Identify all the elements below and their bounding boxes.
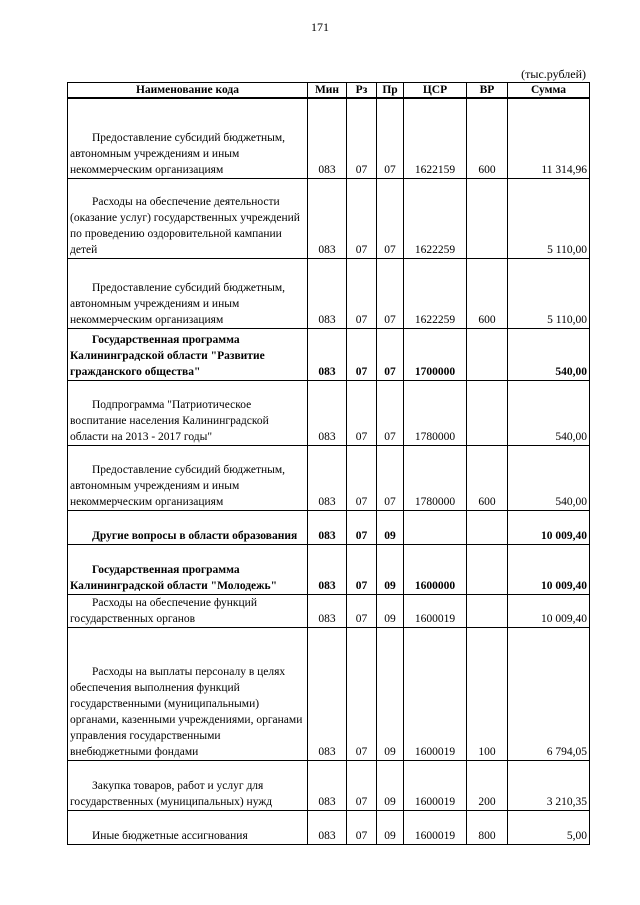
page-number: 171: [311, 20, 329, 34]
cell-vr: 600: [467, 445, 508, 510]
header-vr: ВР: [467, 83, 508, 99]
cell-rz: 07: [347, 810, 377, 844]
table-row: [68, 510, 590, 544]
cell-csr: 1622159: [404, 98, 467, 178]
cell-name: Подпрограмма "Патриотическое воспитание населения Калининградской области на 2013 - 2017 годы": [68, 380, 308, 445]
units-label: (тыс.рублей): [521, 67, 586, 81]
cell-name: Государственная программа Калининградской области "Развитие гражданского общества": [68, 328, 308, 380]
cell-name: Иные бюджетные ассигнования: [68, 810, 308, 844]
header-pr: Пр: [377, 83, 404, 99]
cell-name: Другие вопросы в области образования: [68, 510, 308, 544]
cell-rz: 07: [347, 627, 377, 760]
cell-csr: 1600019: [404, 810, 467, 844]
table-row: [68, 328, 590, 380]
cell-sum: 10 009,40: [508, 544, 590, 594]
cell-vr: [467, 544, 508, 594]
cell-name: Расходы на обеспечение функций государственных органов: [68, 594, 308, 627]
cell-vr: [467, 380, 508, 445]
cell-pr: 07: [377, 380, 404, 445]
header-csr: ЦСР: [404, 83, 467, 99]
cell-rz: 07: [347, 445, 377, 510]
cell-rz: 07: [347, 510, 377, 544]
cell-csr: 1780000: [404, 380, 467, 445]
cell-min: 083: [308, 178, 347, 258]
table-row: [68, 594, 590, 627]
cell-name: Закупка товаров, работ и услуг для государственных (муниципальных) нужд: [68, 760, 308, 810]
table-row: [68, 98, 590, 178]
cell-csr: 1600000: [404, 544, 467, 594]
cell-min: 083: [308, 328, 347, 380]
cell-pr: 07: [377, 445, 404, 510]
cell-sum: 5 110,00: [508, 178, 590, 258]
cell-pr: 09: [377, 544, 404, 594]
cell-pr: 09: [377, 760, 404, 810]
cell-sum: 10 009,40: [508, 510, 590, 544]
table-row: [68, 178, 590, 258]
cell-csr: 1600019: [404, 594, 467, 627]
cell-pr: 07: [377, 258, 404, 328]
cell-vr: [467, 178, 508, 258]
cell-csr: 1622259: [404, 258, 467, 328]
cell-vr: [467, 594, 508, 627]
cell-pr: 09: [377, 510, 404, 544]
cell-min: 083: [308, 627, 347, 760]
table-row: [68, 810, 590, 844]
cell-vr: 600: [467, 98, 508, 178]
table-row: [68, 627, 590, 760]
cell-pr: 07: [377, 178, 404, 258]
cell-csr: 1780000: [404, 445, 467, 510]
cell-vr: [467, 510, 508, 544]
cell-sum: 10 009,40: [508, 594, 590, 627]
cell-min: 083: [308, 544, 347, 594]
cell-min: 083: [308, 98, 347, 178]
cell-sum: 540,00: [508, 380, 590, 445]
cell-csr: 1700000: [404, 328, 467, 380]
cell-sum: 540,00: [508, 445, 590, 510]
cell-sum: 3 210,35: [508, 760, 590, 810]
cell-pr: 09: [377, 810, 404, 844]
cell-min: 083: [308, 760, 347, 810]
cell-sum: 5,00: [508, 810, 590, 844]
cell-rz: 07: [347, 328, 377, 380]
cell-rz: 07: [347, 594, 377, 627]
table-row: [68, 544, 590, 594]
cell-rz: 07: [347, 98, 377, 178]
cell-vr: 600: [467, 258, 508, 328]
table-row: [68, 760, 590, 810]
cell-pr: 07: [377, 328, 404, 380]
cell-csr: [404, 510, 467, 544]
table-header-row: [68, 83, 590, 99]
cell-vr: 100: [467, 627, 508, 760]
cell-sum: 540,00: [508, 328, 590, 380]
cell-min: 083: [308, 510, 347, 544]
table-row: [68, 380, 590, 445]
budget-table: [67, 82, 590, 845]
cell-min: 083: [308, 380, 347, 445]
cell-min: 083: [308, 810, 347, 844]
cell-vr: 800: [467, 810, 508, 844]
header-name: Наименование кода: [68, 83, 308, 99]
header-min: Мин: [308, 83, 347, 99]
table-row: [68, 445, 590, 510]
cell-csr: 1622259: [404, 178, 467, 258]
cell-name: Государственная программа Калининградской области "Молодежь": [68, 544, 308, 594]
cell-sum: 11 314,96: [508, 98, 590, 178]
cell-name: Расходы на выплаты персоналу в целях обеспечения выполнения функций государственными (муниципальными) органами, казенными учреждениями, органами управления государственными внебюджетными фондами: [68, 627, 308, 760]
cell-pr: 07: [377, 98, 404, 178]
table-body: [68, 98, 590, 844]
cell-vr: [467, 328, 508, 380]
cell-name: Предоставление субсидий бюджетным, автономным учреждениям и иным некоммерческим организациям: [68, 445, 308, 510]
cell-rz: 07: [347, 258, 377, 328]
cell-rz: 07: [347, 380, 377, 445]
cell-min: 083: [308, 594, 347, 627]
cell-csr: 1600019: [404, 760, 467, 810]
cell-pr: 09: [377, 594, 404, 627]
cell-csr: 1600019: [404, 627, 467, 760]
cell-sum: 6 794,05: [508, 627, 590, 760]
cell-name: Предоставление субсидий бюджетным, автономным учреждениям и иным некоммерческим организациям: [68, 98, 308, 178]
header-rz: Рз: [347, 83, 377, 99]
cell-name: Предоставление субсидий бюджетным, автономным учреждениям и иным некоммерческим организациям: [68, 258, 308, 328]
cell-rz: 07: [347, 760, 377, 810]
table-row: [68, 258, 590, 328]
cell-sum: 5 110,00: [508, 258, 590, 328]
cell-vr: 200: [467, 760, 508, 810]
cell-rz: 07: [347, 178, 377, 258]
cell-min: 083: [308, 445, 347, 510]
cell-min: 083: [308, 258, 347, 328]
header-sum: Сумма: [508, 83, 590, 99]
cell-pr: 09: [377, 627, 404, 760]
cell-name: Расходы на обеспечение деятельности (оказание услуг) государственных учреждений по проведению оздоровительной кампании детей: [68, 178, 308, 258]
cell-rz: 07: [347, 544, 377, 594]
